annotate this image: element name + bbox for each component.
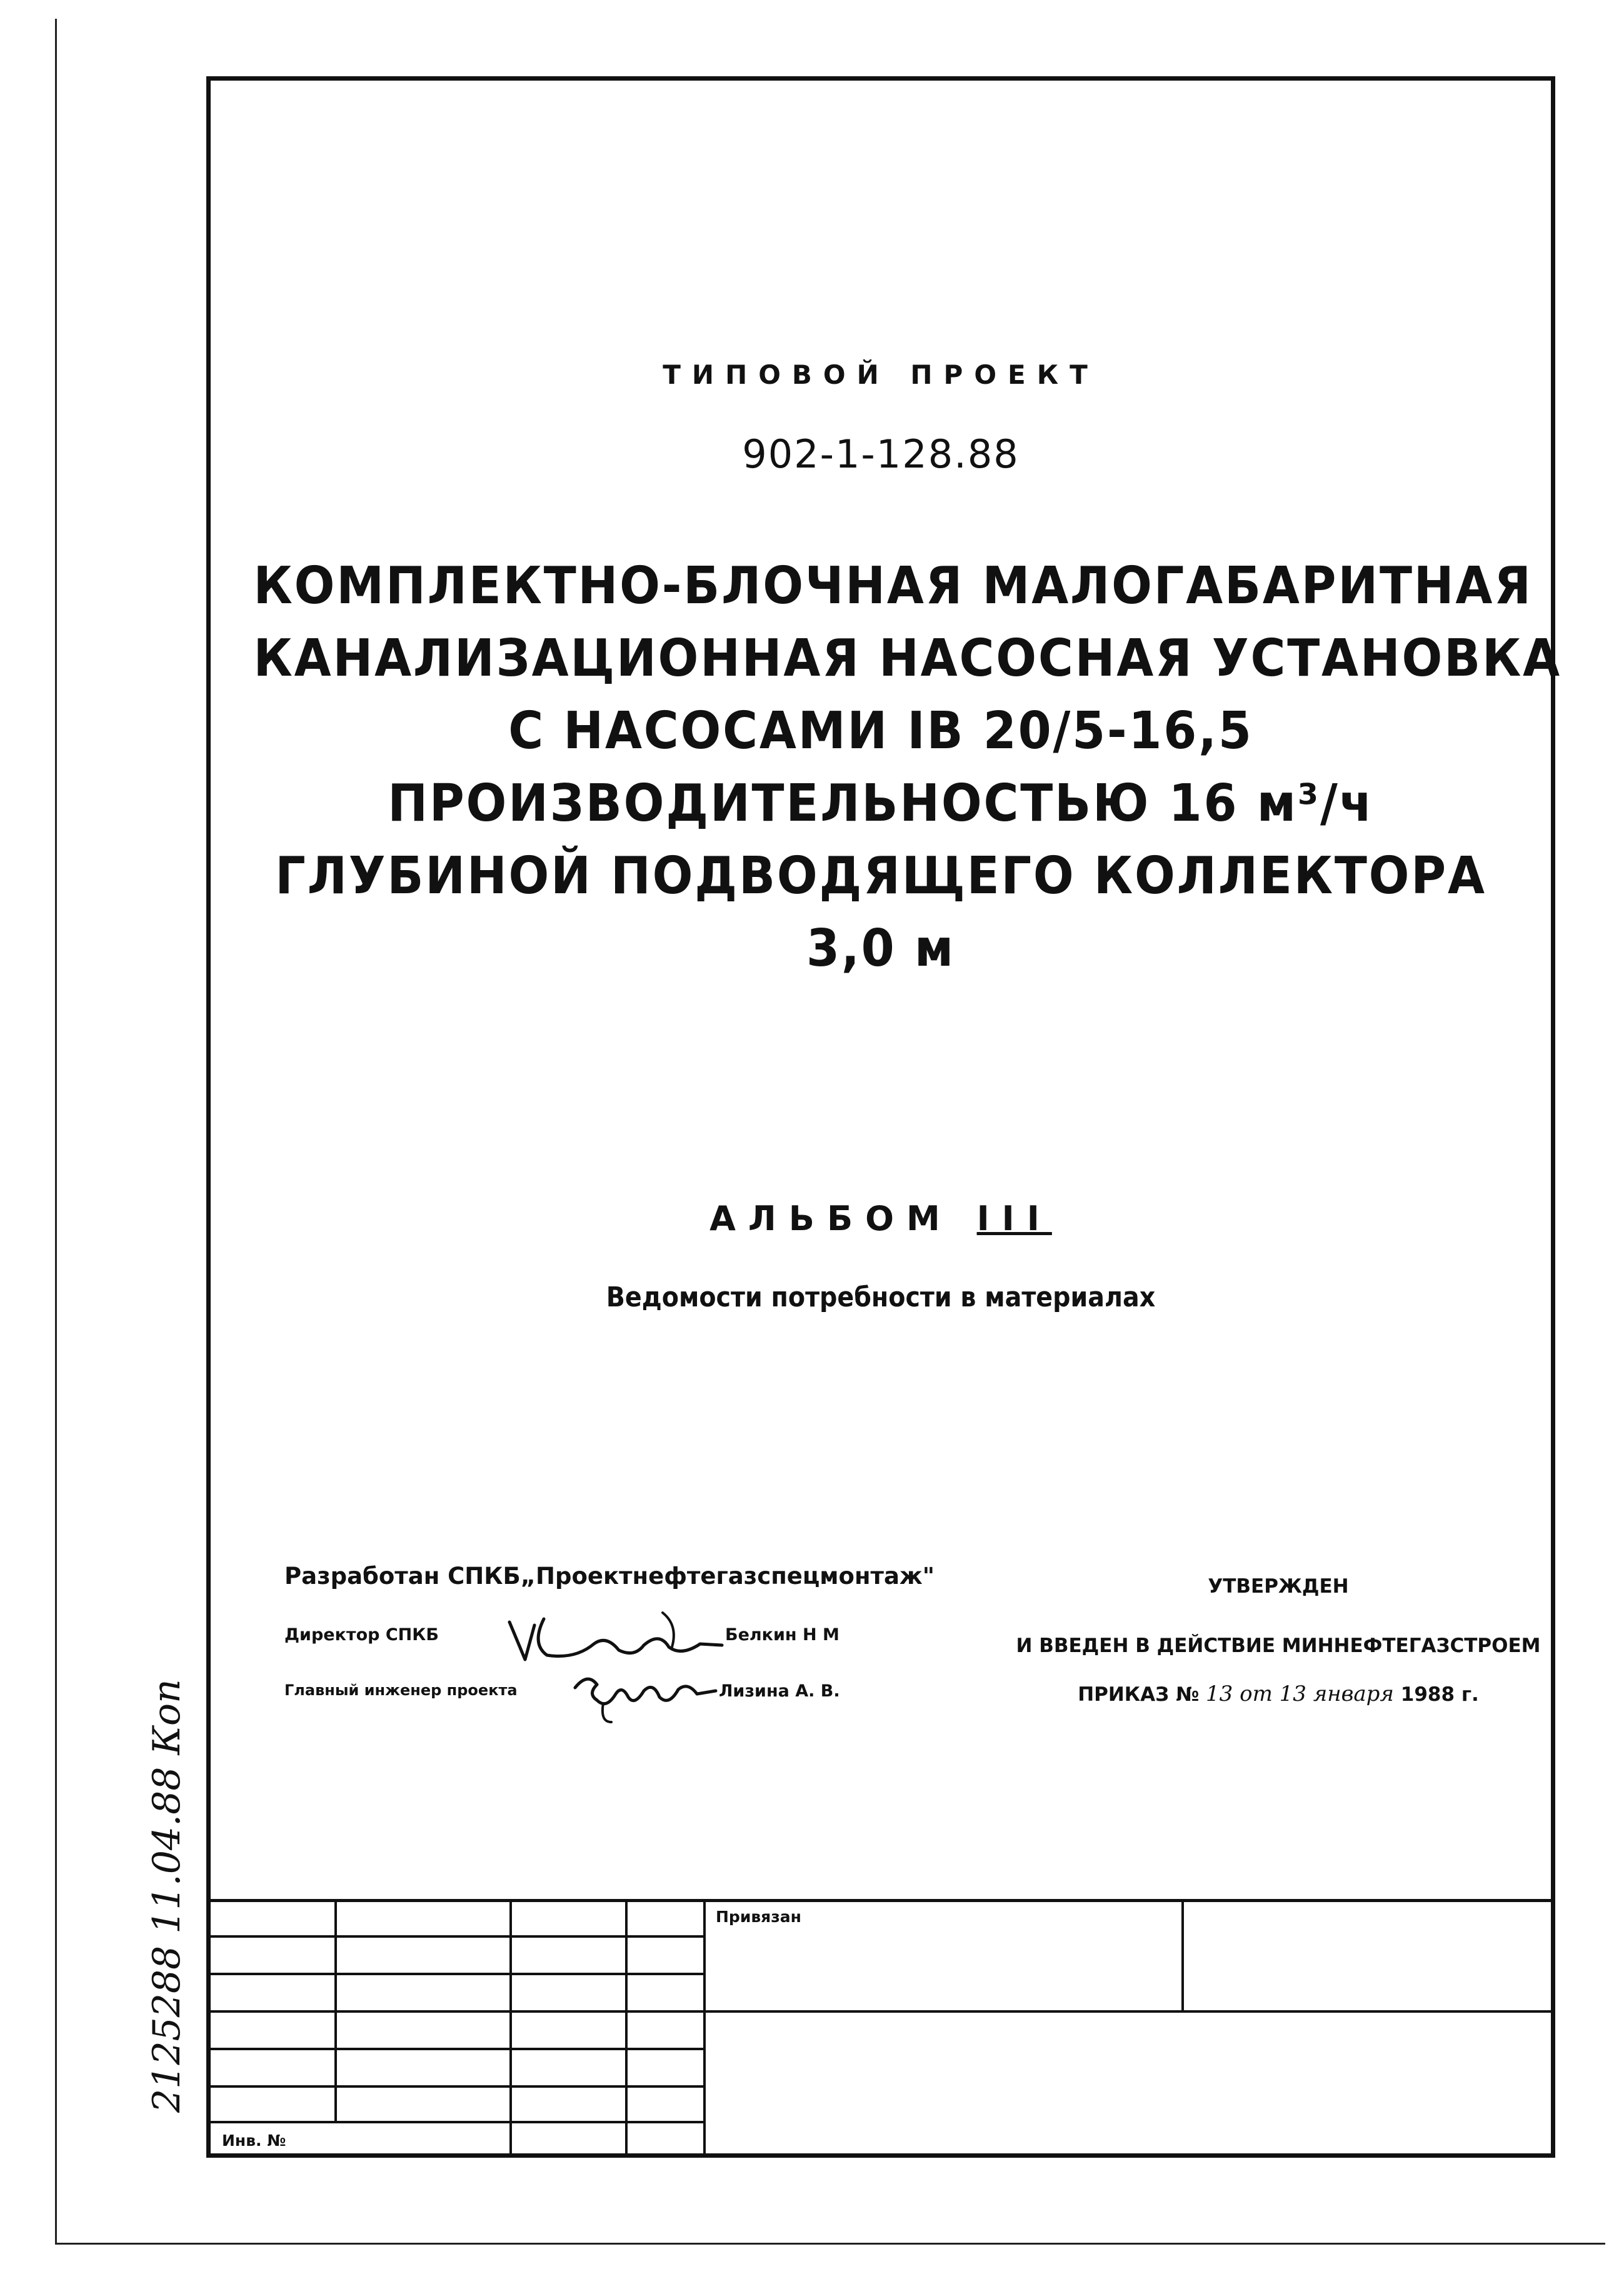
album-heading — [206, 1199, 1555, 1238]
title-block-stamp — [209, 1899, 1555, 2158]
project-code: 902-1-128.88 — [742, 431, 1020, 477]
margin-handwritten-note: 2125288 11.04.88 Коп — [145, 1679, 189, 2113]
title-line: 3,0 м — [806, 919, 955, 978]
album-label: АЛЬБОМ — [709, 1199, 953, 1238]
stamp-bound-label: Привязан — [716, 1908, 801, 1926]
director-name: Белкин Н М — [725, 1625, 840, 1645]
project-type: ТИПОВОЙ ПРОЕКТ — [663, 359, 1099, 390]
stamp-line — [625, 1899, 628, 2158]
approval-order — [1013, 1681, 1544, 1706]
engineer-role: Главный инженер проекта — [284, 1681, 518, 1699]
engineer-signature — [569, 1660, 719, 1728]
stamp-inv-label: Инв. № — [222, 2131, 286, 2150]
stamp-line — [209, 1973, 703, 1975]
left-margin-line — [55, 19, 57, 2244]
title-line: С НАСОСАМИ IВ 20/5-16,5 — [508, 701, 1253, 761]
order-date: 13 января — [1279, 1681, 1394, 1706]
title-line: КОМПЛЕКТНО-БЛОЧНАЯ МАЛОГАБАРИТНАЯ — [253, 556, 1533, 616]
stamp-line — [209, 2121, 703, 2123]
album-number: III — [976, 1199, 1052, 1238]
stamp-line — [209, 2048, 703, 2050]
approval-line2: И ВВЕДЕН В ДЕЙСТВИЕ МИННЕФТЕГАЗСТРОЕМ — [1016, 1635, 1541, 1657]
title-line: ПРОИЗВОДИТЕЛЬНОСТЬЮ 16 м³/ч — [388, 774, 1374, 833]
stamp-line — [509, 1899, 512, 2158]
order-year: 1988 г. — [1400, 1683, 1479, 1706]
document-title — [253, 550, 1561, 985]
stamp-line — [1181, 1899, 1184, 2011]
stamp-line — [209, 2085, 703, 2088]
director-signature — [500, 1600, 725, 1669]
stamp-line — [209, 2010, 1555, 2013]
title-line: ГЛУБИНОЙ ПОДВОДЯЩЕГО КОЛЛЕКТОРА — [275, 846, 1486, 906]
album-subtitle: Ведомости потребности в материалах — [606, 1281, 1156, 1313]
stamp-line — [703, 1899, 706, 2158]
bottom-margin-line — [55, 2243, 1605, 2245]
title-line: КАНАЛИЗАЦИОННАЯ НАСОСНАЯ УСТАНОВКА — [253, 629, 1561, 688]
developer-org: Разработан СПКБ„Проектнефтегазспецмонтаж" — [284, 1563, 935, 1590]
director-role: Директор СПКБ — [284, 1625, 439, 1645]
stamp-line — [209, 1899, 1555, 1902]
order-from: от — [1240, 1681, 1273, 1706]
engineer-name: Лизина А. В. — [719, 1681, 840, 1701]
stamp-line — [334, 1899, 337, 2121]
stamp-line — [209, 1935, 703, 1938]
approval-line1: УТВЕРЖДЕН — [1208, 1575, 1349, 1598]
order-number: 13 — [1206, 1681, 1233, 1706]
order-prefix: ПРИКАЗ № — [1078, 1683, 1200, 1706]
